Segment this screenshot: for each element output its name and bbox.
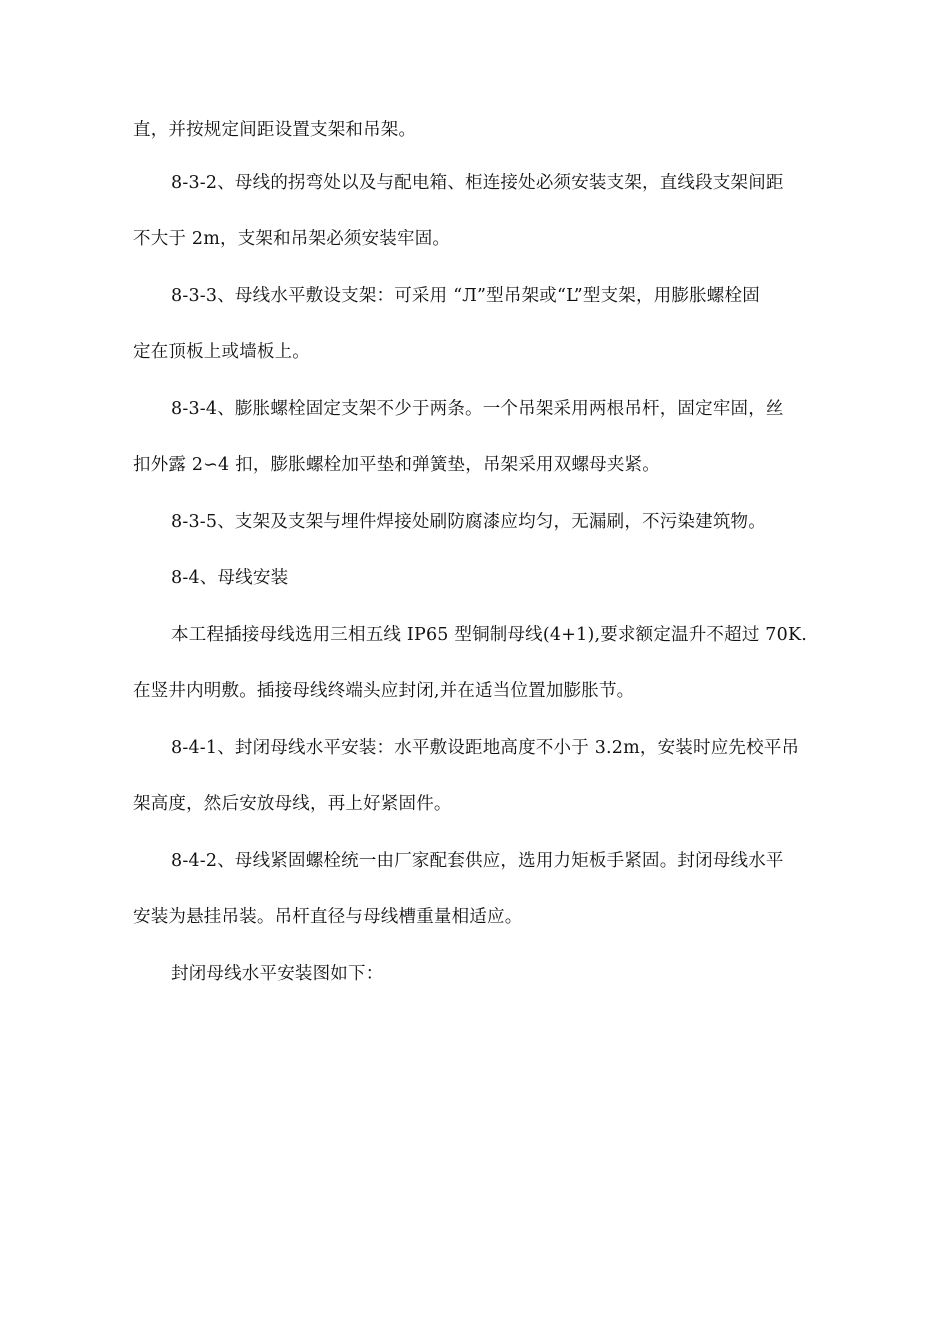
section-8-3-5-line: 8-3-5、支架及支架与埋件焊接处刷防腐漆应均匀，无漏刷，不污染建筑物。 [171, 512, 766, 532]
section-8-4-2-line-1: 8-4-2、母线紧固螺栓统一由厂家配套供应，选用力矩板手紧固。封闭母线水平 [171, 851, 784, 871]
section-8-3-4-line-2: 扣外露 2∽4 扣，膨胀螺栓加平垫和弹簧垫，吊架采用双螺母夹紧。 [133, 455, 660, 475]
section-8-3-2-line-1: 8-3-2、母线的拐弯处以及与配电箱、柜连接处必须安装支架，直线段支架间距 [171, 173, 784, 193]
section-8-4-1-line-1: 8-4-1、封闭母线水平安装：水平敷设距地高度不小于 3.2m，安装时应先校平吊 [171, 738, 800, 758]
section-8-4-heading: 8-4、母线安装 [171, 568, 289, 588]
busbar-intro-line-1: 本工程插接母线选用三相五线 IP65 型铜制母线(4+1),要求额定温升不超过 70K. [171, 625, 807, 645]
busbar-intro-line-2: 在竖井内明敷。插接母线终端头应封闭,并在适当位置加膨胀节。 [133, 681, 635, 701]
section-8-4-2-line-2: 安装为悬挂吊装。吊杆直径与母线槽重量相适应。 [133, 907, 523, 927]
figure-caption-line: 封闭母线水平安装图如下： [171, 964, 384, 984]
section-8-3-2-line-2: 不大于 2m，支架和吊架必须安装牢固。 [133, 229, 451, 249]
section-8-3-3-line-1: 8-3-3、母线水平敷设支架：可采用 “Л”型吊架或“L”型支架，用膨胀螺栓固 [171, 286, 760, 306]
section-8-3-3-line-2: 定在顶板上或墙板上。 [133, 342, 310, 362]
section-8-3-4-line-1: 8-3-4、膨胀螺栓固定支架不少于两条。一个吊架采用两根吊杆，固定牢固，丝 [171, 399, 784, 419]
text-line: 直，并按规定间距设置支架和吊架。 [133, 120, 417, 140]
section-8-4-1-line-2: 架高度，然后安放母线，再上好紧固件。 [133, 794, 452, 814]
